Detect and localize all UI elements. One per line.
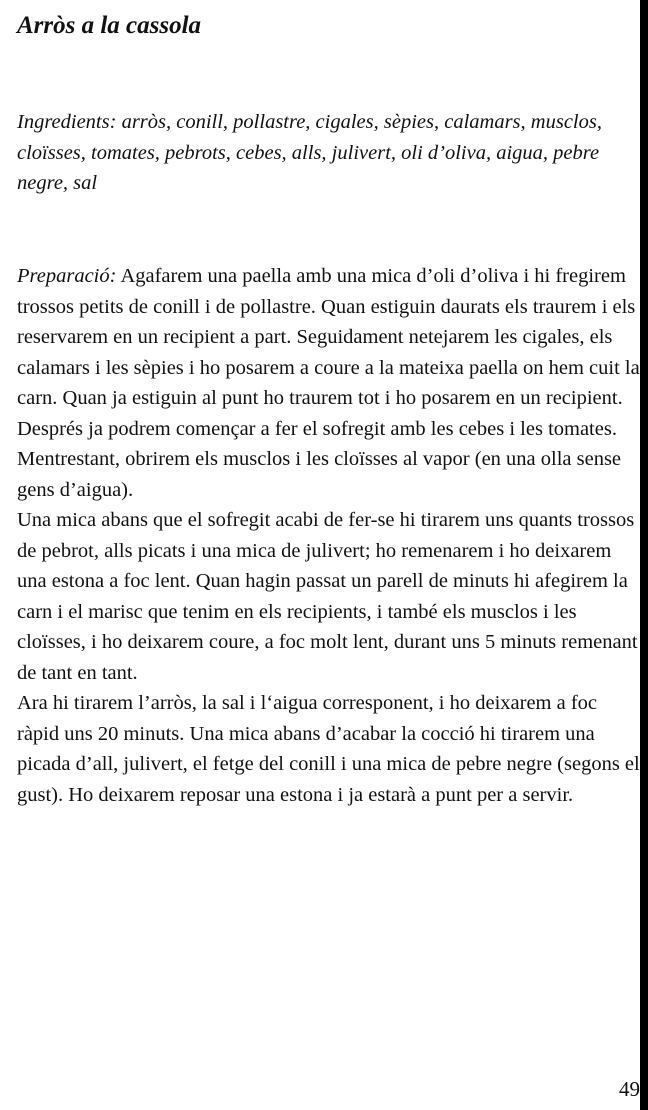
ingredients-label: Ingredients: [17,111,117,133]
page-edge-bar [640,0,648,1110]
preparation-paragraph-3 [17,688,640,810]
preparation-paragraph-1 [17,261,640,505]
preparation-text-3: Ara hi tirarem l’arròs, la sal i l‘aigua corresponent, i ho deixarem a foc ràpid uns 20 minuts. Una mica abans d’acabar la cocció hi tirarem una picada d’all, julivert, el fetge del conill i una mica de pebre negre (segons el gust). Ho deixarem reposar una estona i ja estarà a punt per a servir. [17,692,640,806]
preparation-section [17,261,640,810]
preparation-text-1: Agafarem una paella amb una mica d’oli d’oliva i hi fregirem trossos petits de conill i de pollastre. Quan estiguin daurats els traurem i els reservarem en un recipient a part. Seguidament netejarem les cigales, els calamars i les sèpies i ho posarem a coure a la mateixa paella on hem cuit la carn. Quan ja estiguin al punt ho traurem tot i ho posarem en un recipient. Després ja podrem començar a fer el sofregit amb les cebes i les tomates. Mentrestant, obrirem els musclos i les cloïsses al vapor (en una olla sense gens d’aigua). [17,265,640,501]
page-number: 49 [619,1077,640,1101]
preparation-text-2: Una mica abans que el sofregit acabi de fer-se hi tirarem uns quants trossos de pebrot, alls picats i una mica de julivert; ho remenarem i ho deixarem una estona a foc lent. Quan hagin passat un parell de minuts hi afegirem la carn i el marisc que tenim en els recipients, i també els musclos i les cloïsses, i ho deixarem coure, a foc molt lent, durant uns 5 minuts remenant de tant en tant. [17,509,638,684]
recipe-title: Arròs a la cassola [17,12,202,39]
ingredients-section [17,107,640,199]
preparation-label: Preparació: [17,265,117,287]
ingredients-list: arròs, conill, pollastre, cigales, sèpies, calamars, musclos, cloïsses, tomates, pebrots, cebes, alls, julivert, oli d’oliva, aigua, pebre negre, sal [17,111,602,194]
preparation-paragraph-2 [17,505,640,688]
